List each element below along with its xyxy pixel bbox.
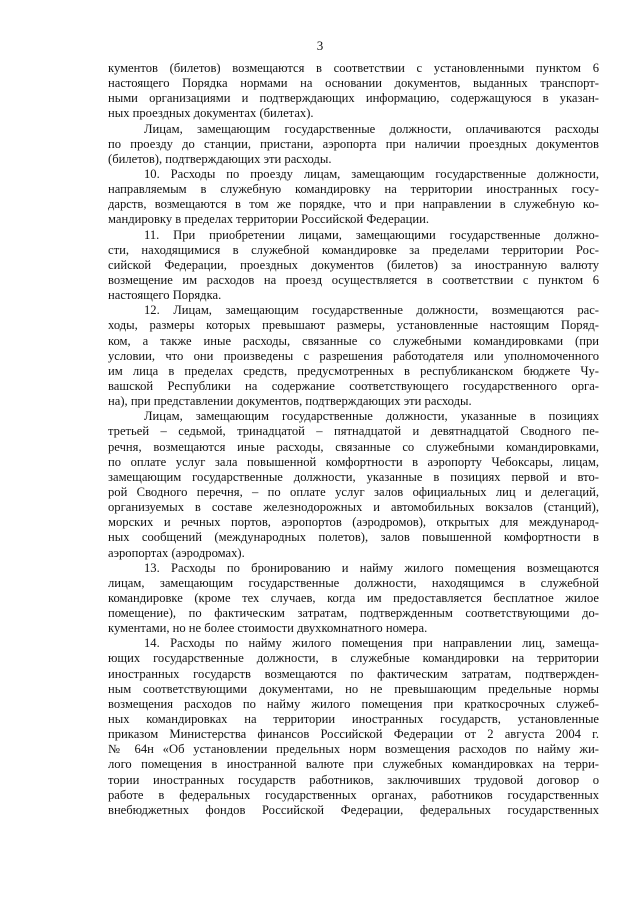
text-line: по оплате услуг зала повышенной комфортности в аэропорту Чебоксары, лицам, [108,454,599,469]
text-line: ным соответствующими документами, но не превышающим предельные нормы [108,681,599,696]
text-line: настоящего Порядка. [108,288,222,303]
paragraph [108,228,599,304]
paragraph [108,303,599,409]
paragraph [108,167,599,228]
text-line: лицам, замещающим государственные должности, находящимся в служебной [108,575,599,590]
paragraph [108,122,599,167]
text-line: работе в федеральных государственных органах, работников государственных [108,787,599,802]
text-line: речня, возмещаются иные расходы, связанные со служебными командировками, [108,439,599,454]
text-line: мандировку в пределах территории Российской Федерации. [108,212,429,227]
paragraph [108,636,599,818]
text-line: замещающим государственные должности, указанные в позициях первой и вто- [108,469,599,484]
text-line: Лицам, замещающим государственные должности, указанные в позициях [144,409,599,424]
text-line: направляемым в служебную командировку на территории иностранных госу- [108,182,599,197]
text-line: ных командировках на территории иностранных государств, установленные [108,712,599,727]
text-line: рой Сводного перечня, – по оплате услуг залов официальных лиц и делегаций, [108,484,599,499]
text-line: № 64н «Об установлении предельных норм возмещения расходов по найму жи- [108,742,599,757]
text-line: на), при представлении документов, подтверждающих эти расходы. [108,394,472,409]
text-line: внебюджетных фондов Российской Федерации, федеральных государственных [108,802,599,817]
text-line: командировке (кроме тех случаев, когда им предоставляется бесплатное жилое [108,590,599,605]
text-line: помещение), по фактическим затратам, подтвержденным соответствующими до- [108,606,599,621]
paragraph [108,561,599,637]
text-line: морских и речных портов, аэропортов (аэродромов), открытых для международ- [108,515,599,530]
text-line: кументов (билетов) возмещаются в соответствии с установленными пунктом 6 [108,61,599,75]
text-line: Лицам, замещающим государственные должности, оплачиваются расходы [144,121,599,136]
text-line: приказом Министерства финансов Российской Федерации от 2 августа 2004 г. [108,727,599,742]
text-line: им лица в пределах средств, предусмотренных в республиканском бюджете Чу- [108,363,599,378]
text-line: 11. При приобретении лицами, замещающими государственные должно- [144,227,599,242]
text-line: третьей – седьмой, тринадцатой – пятнадцатой и девятнадцатой Сводного пе- [108,424,599,439]
text-line: ными организациями и подтверждающих информацию, содержащуюся в указан- [108,91,599,106]
text-line: аэропортах (аэродромах). [108,545,245,560]
text-line: ных сообщений (международных полетов), залов повышенной комфортности в [108,530,599,545]
page-number: 3 [316,38,324,53]
text-line: дарств, возмещаются в том же порядке, что и при направлении в служебную ко- [108,197,599,212]
text-line: ком, а также иные расходы, связанные со служебными командировками (при [108,333,599,348]
text-line: (билетов), подтверждающих эти расходы. [108,151,332,166]
text-line: лого помещения в иностранной валюте при служебных командировках на терри- [108,757,599,772]
text-line: 13. Расходы по бронированию и найму жилого помещения возмещаются [144,560,599,575]
text-line: возмещение им расходов на проезд осуществляется в соответствии с пунктом 6 [108,272,599,287]
text-line: иностранных государств возмещаются по фактическим затратам, подтвержден- [108,666,599,681]
text-line: 14. Расходы по найму жилого помещения при направлении лиц, замеща- [144,636,599,651]
text-line: 12. Лицам, замещающим государственные должности, возмещаются рас- [144,303,599,318]
text-line: ющих государственные должности, в служебные командировки на территории [108,651,599,666]
text-line: по проезду до станции, пристани, аэропорта при наличии проездных документов [108,136,599,151]
text-line: сийской Федерации, проездных документов (билетов) за иностранную валюту [108,257,599,272]
paragraph [108,409,599,560]
paragraph [108,61,599,122]
text-line: возмещения расходов по найму жилого помещения при краткосрочных служеб- [108,696,599,711]
text-line: настоящего Порядка нормами на основании документов, выданных транспорт- [108,76,599,91]
text-line: вашской Республики на содержание соответствующего государственного орга- [108,378,599,393]
text-line: организуемых в составе железнодорожных и автомобильных вокзалов (станций), [108,500,599,515]
text-line: условии, что они произведены с разрешения работодателя или уполномоченного [108,348,599,363]
text-line: сти, находящимися в служебной командировке за пределами территории Рос- [108,242,599,257]
text-line: кументами, но не более стоимости двухкомнатного номера. [108,621,428,636]
text-line: тории иностранных государств работников, заключивших трудовой договор о [108,772,599,787]
text-line: 10. Расходы по проезду лицам, замещающим государственные должности, [144,166,599,181]
document-body [108,61,599,818]
text-line: ходы, размеры которых превышают размеры, установленные настоящим Поряд- [108,318,599,333]
text-line: ных проездных документах (билетах). [108,106,314,121]
